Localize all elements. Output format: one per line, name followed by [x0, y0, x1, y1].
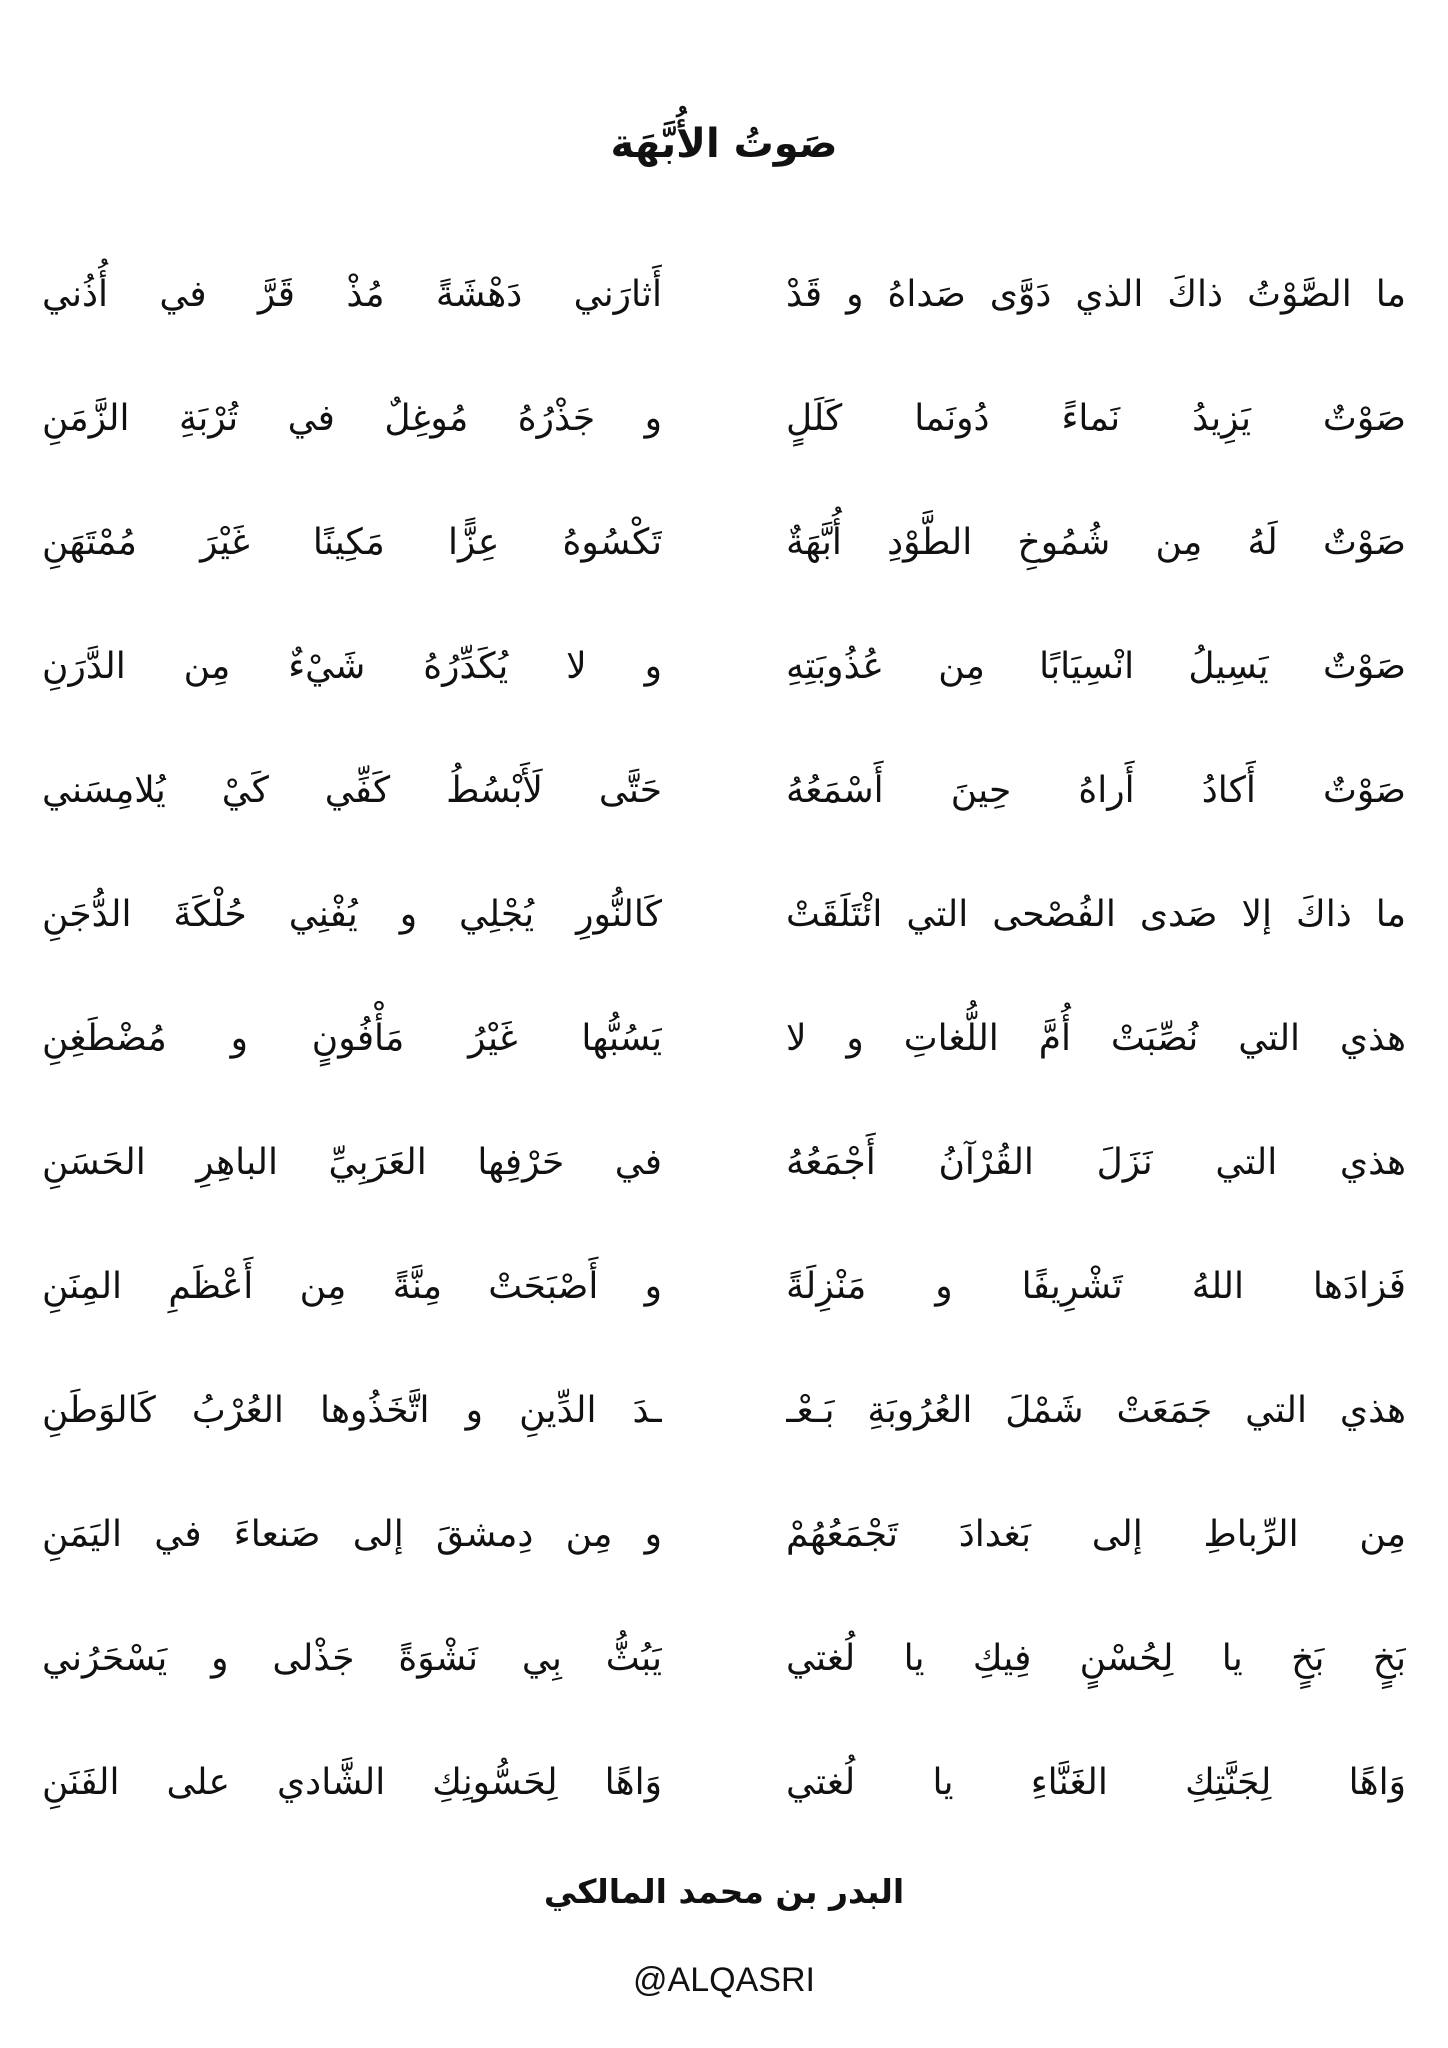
- verse: [0, 1123, 1448, 1247]
- verse-second-hemistich: و جَذْرُهُ مُوغِلٌ في تُرْبَةِ الزَّمَنِ: [42, 398, 662, 439]
- verse: [0, 1371, 1448, 1495]
- verse-second-hemistich: وَاهًا لِحَسُّونِكِ الشَّادي على الفَنَنِ: [42, 1762, 662, 1803]
- verse: [0, 875, 1448, 999]
- verse-first-hemistich: وَاهًا لِجَنَّتِكِ الغَنَّاءِ يا لُغتي: [786, 1762, 1406, 1803]
- verse: [0, 503, 1448, 627]
- verse-second-hemistich: كَالنُّورِ يُجْلِي و يُفْنِي حُلْكَةَ الدُّجَنِ: [42, 894, 662, 935]
- verse: [0, 379, 1448, 503]
- verse-second-hemistich: و مِن دِمشقَ إلى صَنعاءَ في اليَمَنِ: [42, 1514, 662, 1555]
- verse-first-hemistich: هذي التي نُصِّبَتْ أُمَّ اللُّغاتِ و لا: [786, 1018, 1406, 1059]
- verse: [0, 255, 1448, 379]
- verse-second-hemistich: يَبُثُّ بِي نَشْوَةً جَذْلى و يَسْحَرُني: [42, 1638, 662, 1679]
- verse-second-hemistich: حَتَّى لَأَبْسُطُ كَفِّي كَيْ يُلامِسَني: [42, 770, 662, 811]
- social-handle: @ALQASRI: [633, 1961, 815, 1999]
- verse-first-hemistich: فَزادَها اللهُ تَشْرِيفًا و مَنْزِلَةً: [786, 1266, 1406, 1307]
- verse-first-hemistich: ما ذاكَ إلا صَدى الفُصْحى التي ائْتَلَقَتْ: [786, 894, 1406, 935]
- verse-second-hemistich: و لا يُكَدِّرُهُ شَيْءٌ مِن الدَّرَنِ: [42, 646, 662, 687]
- poem-body: [0, 255, 1448, 1867]
- verse-first-hemistich: صَوْتٌ أَكادُ أَراهُ حِينَ أَسْمَعُهُ: [786, 770, 1406, 811]
- verse-first-hemistich: مِن الرِّباطِ إلى بَغدادَ تَجْمَعُهُمْ: [786, 1514, 1406, 1555]
- verse-first-hemistich: صَوْتٌ لَهُ مِن شُمُوخِ الطَّوْدِ أُبَّهَةٌ: [786, 522, 1406, 563]
- verse-second-hemistich: تَكْسُوهُ عِزًّا مَكِينًا غَيْرَ مُمْتَهَنِ: [42, 522, 662, 563]
- verse: [0, 627, 1448, 751]
- verse: [0, 1619, 1448, 1743]
- verse: [0, 1495, 1448, 1619]
- poet-name: البدر بن محمد المالكي: [543, 1872, 905, 1911]
- verse-second-hemistich: يَسُبُّها غَيْرُ مَأْفُونٍ و مُضْطَغِنِ: [42, 1018, 662, 1059]
- verse-first-hemistich: بَخٍ بَخٍ يا لِحُسْنٍ فِيكِ يا لُغتي: [786, 1638, 1406, 1679]
- verse: [0, 999, 1448, 1123]
- verse-second-hemistich: و أَصْبَحَتْ مِنَّةً مِن أَعْظَمِ المِنَنِ: [42, 1266, 662, 1307]
- verse-first-hemistich: صَوْتٌ يَزِيدُ نَماءً دُونَما كَلَلٍ: [786, 398, 1406, 439]
- verse-second-hemistich: أَثارَني دَهْشَةً مُذْ قَرَّ في أُذُني: [42, 274, 662, 315]
- verse: [0, 1247, 1448, 1371]
- poem-title: صَوتُ الأُبَّهَة: [610, 120, 838, 167]
- verse: [0, 751, 1448, 875]
- verse-first-hemistich: صَوْتٌ يَسِيلُ انْسِيَابًا مِن عُذُوبَتِهِ: [786, 646, 1406, 687]
- verse-first-hemistich: ما الصَّوْتُ ذاكَ الذي دَوَّى صَداهُ و قَدْ: [786, 274, 1406, 315]
- verse: [0, 1743, 1448, 1867]
- verse-first-hemistich: هذي التي جَمَعَتْ شَمْلَ العُرُوبَةِ بَـعْـ: [786, 1390, 1406, 1431]
- verse-second-hemistich: في حَرْفِها العَرَبِيِّ الباهِرِ الحَسَنِ: [42, 1142, 662, 1183]
- verse-second-hemistich: ـدَ الدِّينِ و اتَّخَذُوها العُرْبُ كَالوَطَنِ: [42, 1390, 662, 1431]
- verse-first-hemistich: هذي التي نَزَلَ القُرْآنُ أَجْمَعُهُ: [786, 1142, 1406, 1183]
